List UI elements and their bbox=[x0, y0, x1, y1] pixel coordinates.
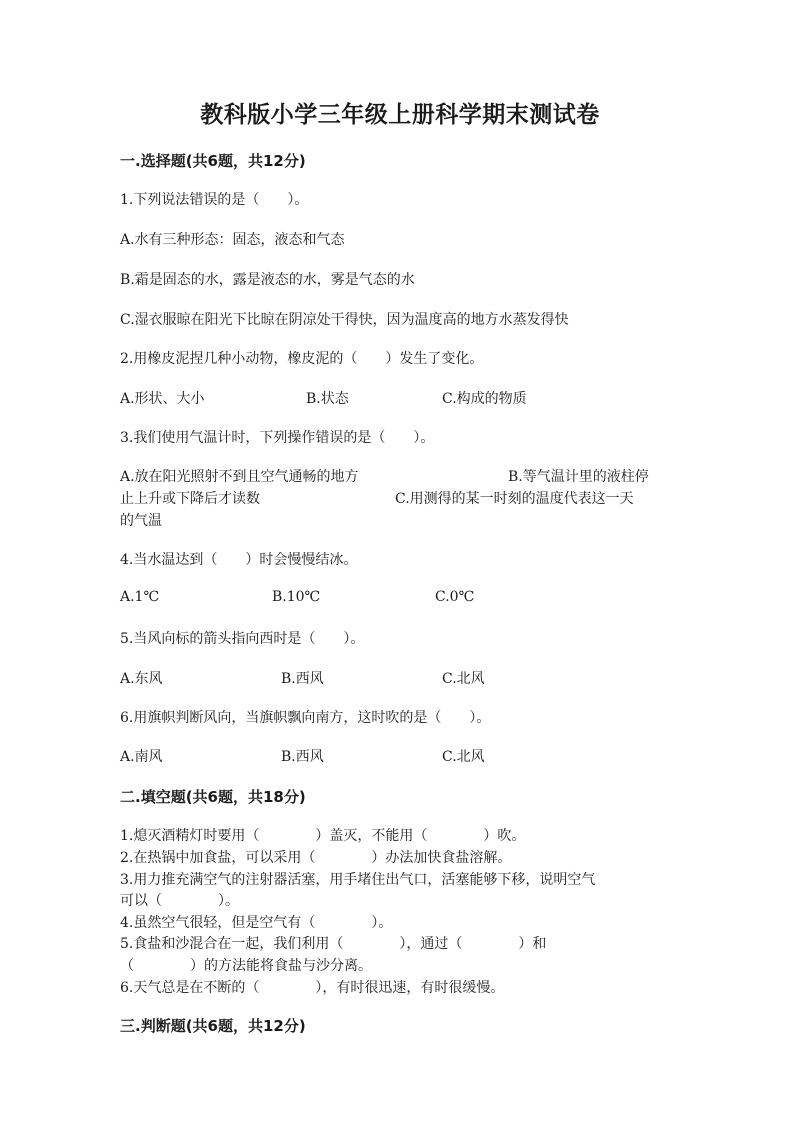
section-heading-judge: 三.判断题(共6题，共12分) bbox=[120, 1017, 306, 1035]
option: B.霜是固态的水，露是液态的水，雾是气态的水 bbox=[120, 272, 415, 288]
option-row bbox=[120, 746, 680, 766]
fill-line: 5.食盐和沙混合在一起，我们利用（ ），通过（ ）和 bbox=[120, 936, 547, 952]
fill-line: 2.在热锅中加食盐，可以采用（ ）办法加快食盐溶解。 bbox=[120, 850, 512, 866]
fill-line: 6.天气总是在不断的（ ），有时很迅速，有时很缓慢。 bbox=[120, 980, 505, 996]
option: A.1℃ bbox=[120, 589, 160, 605]
option-row bbox=[120, 388, 680, 408]
option: B.西风 bbox=[281, 671, 324, 687]
option: B.西风 bbox=[281, 749, 324, 765]
question-stem: 3.我们使用气温计时，下列操作错误的是（ ）。 bbox=[120, 430, 435, 446]
question-stem: 6.用旗帜判断风向，当旗帜飘向南方，这时吹的是（ ）。 bbox=[120, 710, 491, 726]
question-stem: 5.当风向标的箭头指向西时是（ ）。 bbox=[120, 631, 365, 647]
option: A.水有三种形态：固态，液态和气态 bbox=[120, 232, 345, 248]
question-stem: 2.用橡皮泥捏几种小动物，橡皮泥的（ ）发生了变化。 bbox=[120, 351, 484, 367]
fill-line: 4.虽然空气很轻，但是空气有（ ）。 bbox=[120, 915, 393, 931]
option: C.北风 bbox=[442, 749, 485, 765]
section-heading-choice: 一.选择题(共6题，共12分) bbox=[120, 152, 306, 170]
fill-line: 可以（ ）。 bbox=[120, 893, 239, 909]
option: C.北风 bbox=[442, 671, 485, 687]
option: A.南风 bbox=[120, 749, 163, 765]
option-line: 止上升或下降后才读数 bbox=[120, 491, 260, 507]
option-line: C.用测得的某一时刻的温度代表这一天 bbox=[395, 491, 634, 507]
option-line: B.等气温计里的液柱停 bbox=[508, 469, 649, 485]
option: B.10℃ bbox=[272, 589, 321, 605]
fill-line: 3.用力推充满空气的注射器活塞，用手堵住出气口，活塞能够下移，说明空气 bbox=[120, 872, 596, 888]
option: C.0℃ bbox=[435, 589, 475, 605]
option-line: A.放在阳光照射不到且空气通畅的地方 bbox=[120, 469, 359, 485]
option: A.形状、大小 bbox=[120, 391, 205, 407]
section-heading-fill: 二.填空题(共6题，共18分) bbox=[120, 788, 306, 806]
question-stem: 1.下列说法错误的是（ ）。 bbox=[120, 192, 309, 208]
fill-line: 1.熄灭酒精灯时要用（ ）盖灭，不能用（ ）吹。 bbox=[120, 828, 526, 844]
option: C.湿衣服晾在阳光下比晾在阴凉处干得快，因为温度高的地方水蒸发得快 bbox=[120, 312, 569, 328]
option-row bbox=[120, 668, 680, 688]
option: B.状态 bbox=[306, 391, 349, 407]
page-title: 教科版小学三年级上册科学期末测试卷 bbox=[200, 101, 600, 128]
option: A.东风 bbox=[120, 671, 163, 687]
option: C.构成的物质 bbox=[442, 391, 527, 407]
question-stem: 4.当水温达到（ ）时会慢慢结冰。 bbox=[120, 552, 358, 568]
option-line: 的气温 bbox=[120, 513, 162, 529]
option-row bbox=[120, 589, 680, 609]
fill-line: （ ）的方法能将食盐与沙分离。 bbox=[120, 958, 372, 974]
